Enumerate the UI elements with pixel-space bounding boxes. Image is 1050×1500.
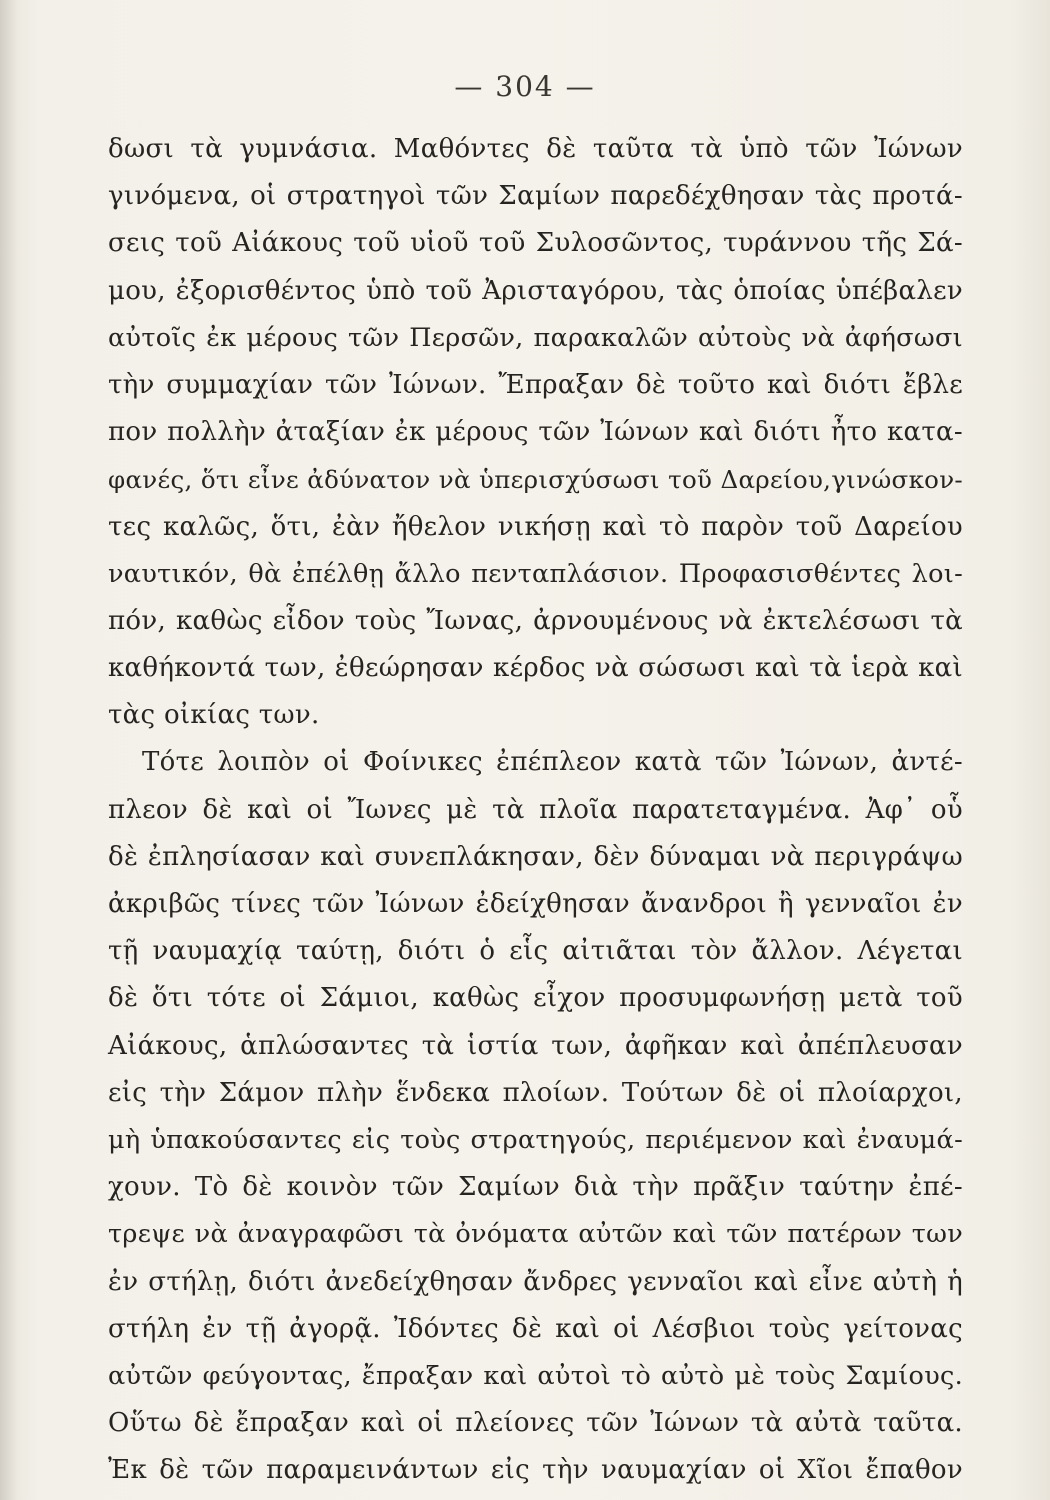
text-line: φανές, ὅτι εἶνε ἀδύνατον νὰ ὑπερισχύσωσι τοῦ Δαρείου,γινώσκον-	[108, 465, 963, 495]
text-line: αὐτοῖς ἐκ μέρους τῶν Περσῶν, παρακαλῶν αὐτοὺς νὰ ἀφήσωσι	[108, 322, 963, 353]
text-line: χουν. Τὸ δὲ κοινὸν τῶν Σαμίων διὰ τὴν πρᾶξιν ταύτην ἐπέ-	[108, 1172, 963, 1203]
text-line: μου, ἐξορισθέντος ὑπὸ τοῦ Ἀρισταγόρου, τὰς ὁποίας ὑπέβαλεν	[108, 275, 963, 306]
text-line: Τότε λοιπὸν οἱ Φοίνικες ἐπέπλεον κατὰ τῶν Ἰώνων, ἀντέ-	[142, 747, 963, 778]
text-line: ἐν στήλῃ, διότι ἀνεδείχθησαν ἄνδρες γενναῖοι καὶ εἶνε αὐτὴ ἡ	[108, 1266, 963, 1297]
binding-shadow	[0, 0, 18, 1500]
paragraph-1	[108, 126, 963, 739]
text-line: καθήκοντά των, ἐθεώρησαν κέρδος νὰ σώσωσι καὶ τὰ ἱερὰ καὶ	[108, 653, 963, 684]
text-line: πλεον δὲ καὶ οἱ Ἴωνες μὲ τὰ πλοῖα παρατεταγμένα. Ἀφ᾽ οὗ	[108, 794, 963, 825]
text-line: τὴν συμμαχίαν τῶν Ἰώνων. Ἔπραξαν δὲ τοῦτο καὶ διότι ἔβλε	[108, 369, 963, 400]
text-line: σεις τοῦ Αἰάκους τοῦ υἱοῦ τοῦ Συλοσῶντος, τυράννου τῆς Σά-	[108, 228, 963, 259]
body-text	[108, 126, 963, 1494]
text-line: στήλη ἐν τῇ ἀγορᾷ. Ἰδόντες δὲ καὶ οἱ Λέσβιοι τοὺς γείτονας	[108, 1313, 963, 1344]
text-line: γινόμενα, οἱ στρατηγοὶ τῶν Σαμίων παρεδέχθησαν τὰς προτά-	[108, 181, 963, 212]
text-line: τὰς οἰκίας των.	[108, 700, 320, 731]
text-line: Ἐκ δὲ τῶν παραμεινάντων εἰς τὴν ναυμαχίαν οἱ Χῖοι ἔπαθον	[108, 1455, 963, 1486]
text-line: τῇ ναυμαχίᾳ ταύτῃ, διότι ὁ εἷς αἰτιᾶται τὸν ἄλλον. Λέγεται	[108, 936, 963, 967]
text-line: ναυτικόν, θὰ ἐπέλθῃ ἄλλο πενταπλάσιον. Προφασισθέντες λοι-	[108, 558, 963, 589]
text-line: δὲ ἐπλησίασαν καὶ συνεπλάκησαν, δὲν δύναμαι νὰ περιγράψω	[108, 841, 963, 872]
text-line: τες καλῶς, ὅτι, ἐὰν ἤθελον νικήσῃ καὶ τὸ παρὸν τοῦ Δαρείου	[108, 511, 963, 542]
text-line: Αἰάκους, ἁπλώσαντες τὰ ἱστία των, ἀφῆκαν καὶ ἀπέπλευσαν	[108, 1030, 963, 1061]
text-line: αὐτῶν φεύγοντας, ἔπραξαν καὶ αὐτοὶ τὸ αὐτὸ μὲ τοὺς Σαμίους.	[108, 1360, 963, 1391]
text-line: μὴ ὑπακούσαντες εἰς τοὺς στρατηγούς, περιέμενον καὶ ἐναυμά-	[108, 1124, 963, 1155]
text-line: πόν, καθὼς εἶδον τοὺς Ἴωνας, ἀρνουμένους νὰ ἐκτελέσωσι τὰ	[108, 605, 963, 636]
text-line: εἰς τὴν Σάμον πλὴν ἕνδεκα πλοίων. Τούτων δὲ οἱ πλοίαρχοι,	[108, 1077, 963, 1108]
paragraph-2	[108, 739, 963, 1494]
text-line: δὲ ὅτι τότε οἱ Σάμιοι, καθὼς εἶχον προσυμφωνήσῃ μετὰ τοῦ	[108, 983, 963, 1014]
text-line: πον πολλὴν ἀταξίαν ἐκ μέρους τῶν Ἰώνων καὶ διότι ἦτο κατα-	[108, 417, 963, 448]
text-line: τρεψε νὰ ἀναγραφῶσι τὰ ὀνόματα αὐτῶν καὶ τῶν πατέρων των	[108, 1219, 963, 1250]
text-line: ἀκριβῶς τίνες τῶν Ἰώνων ἐδείχθησαν ἄνανδροι ἢ γενναῖοι ἐν	[108, 889, 963, 919]
text-line: δωσι τὰ γυμνάσια. Μαθόντες δὲ ταῦτα τὰ ὑπὸ τῶν Ἰώνων	[108, 134, 963, 164]
text-line: Οὕτω δὲ ἔπραξαν καὶ οἱ πλείονες τῶν Ἰώνων τὰ αὐτὰ ταῦτα.	[108, 1408, 963, 1439]
page-number: — 304 —	[454, 70, 596, 103]
